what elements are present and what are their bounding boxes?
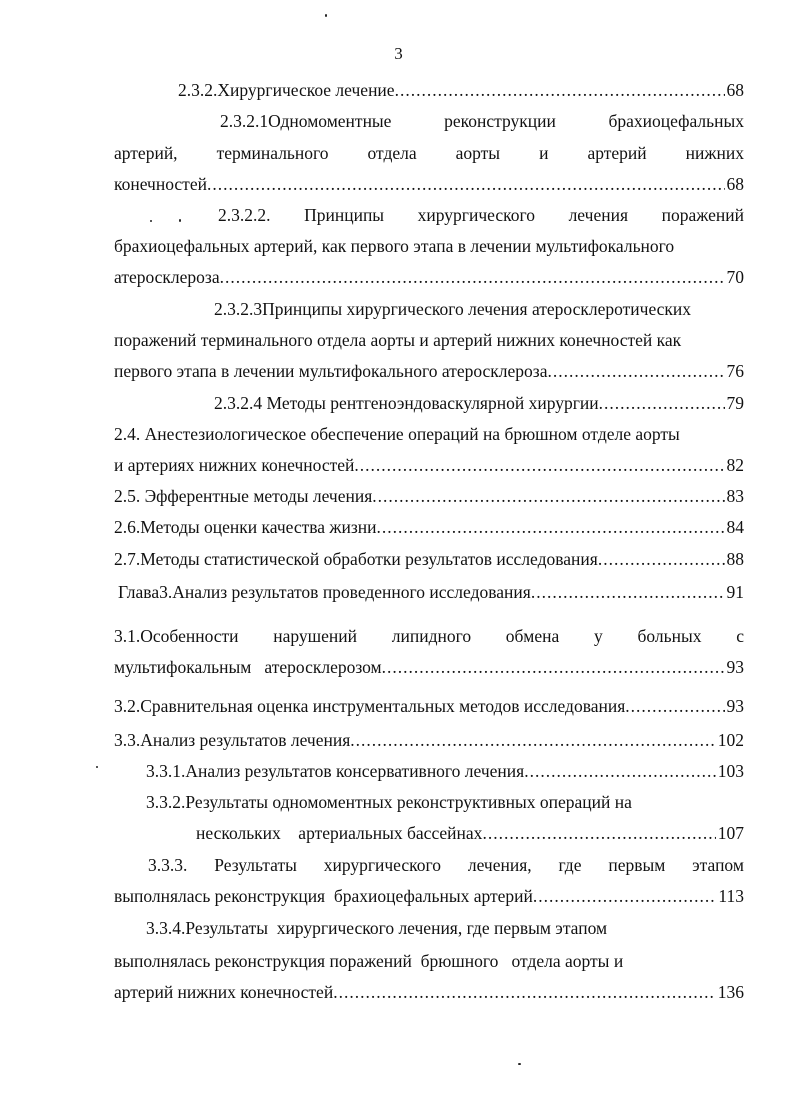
dot-leader [350,728,715,752]
dot-leader [625,694,724,718]
toc-page-number: 93 [726,696,744,716]
toc-entry-label: и артериях нижних конечностей [114,455,355,475]
toc-entry-label: Глава3.Анализ результатов проведенного исследования [118,582,531,602]
scan-speck [179,219,181,222]
dot-leader [482,821,715,845]
toc-page-number: 83 [726,486,744,506]
toc-entry-label: 2.3.2.Хирургическое лечение [178,80,395,100]
toc-entry [146,759,744,783]
toc-page-number: 88 [726,549,744,569]
toc-entry-label: 2.3.2.4 Методы рентгеноэндоваскулярной хирургии [214,393,599,413]
toc-entry [114,884,744,908]
dot-leader [531,580,725,604]
scan-speck [96,766,98,768]
dot-leader [372,484,724,508]
toc-entry-line: поражений терминального отдела аорты и артерий нижних конечностей как [114,330,682,350]
toc-entry-line: 3.1.Особенности нарушений липидного обмена у больных с [114,626,744,646]
toc-entry [214,391,744,415]
toc-entry-label: атеросклероза [114,267,220,287]
toc-entry [114,547,744,571]
toc-entry-label: 3.3.1.Анализ результатов консервативного лечения [146,761,525,781]
toc-entry-line: артерий, терминального отдела аорты и артерий нижних [114,143,744,163]
toc-entry-label: мультифокальным атеросклерозом [114,657,382,677]
toc-page-number: 93 [726,657,744,677]
toc-page-number: 136 [717,982,744,1002]
toc-page-number: 107 [717,823,744,843]
dot-leader [524,759,716,783]
toc-entry-label: 2.6.Методы оценки качества жизни [114,517,377,537]
toc-page-number: 82 [726,455,744,475]
toc-entry-line: 3.3.4.Результаты хирургического лечения, где первым этапом [146,918,608,938]
toc-page-number: 76 [726,361,744,381]
toc-page-number: 103 [717,761,744,781]
toc-entry [114,172,744,196]
dot-leader [220,265,725,289]
toc-entry-line: 3.3.3. Результаты хирургического лечения, где первым этапом [148,855,744,875]
toc-entry-line: брахиоцефальных артерий, как первого этапа в лечении мультифокального [114,236,675,256]
scan-speck [325,14,327,17]
toc-entry [178,78,744,102]
dot-leader [377,515,725,539]
toc-entry-line: 2.3.2.3Принципы хирургического лечения атеросклеротических [214,299,692,319]
dot-leader [599,391,725,415]
scan-speck [150,220,152,222]
toc-entry-line: выполнялась реконструкция поражений брюшного отдела аорты и [114,951,624,971]
toc-entry-line: 2.4. Анестезиологическое обеспечение операций на брюшном отделе аорты [114,424,680,444]
toc-entry [118,580,744,604]
toc-entry [114,694,744,718]
toc-entry [114,453,744,477]
toc-entry-label: конечностей [114,174,207,194]
dot-leader [395,78,725,102]
toc-page-number: 91 [726,582,744,602]
toc-entry-label: первого этапа в лечении мультифокального атеросклероза [114,361,548,381]
toc-entry [114,359,744,383]
dot-leader [207,172,725,196]
toc-entry [114,515,744,539]
toc-entry [114,484,744,508]
toc-entry-label: 3.2.Сравнительная оценка инструментальных методов исследования [114,696,626,716]
toc-entry-label: артерий нижних конечностей [114,982,334,1002]
toc-page-number: 102 [717,730,744,750]
toc-entry [114,655,744,679]
toc-page-number: 113 [718,886,744,906]
scan-speck [518,1063,521,1065]
dot-leader [598,547,725,571]
dot-leader [354,453,724,477]
toc-entry [114,265,744,289]
dot-leader [533,884,717,908]
toc-entry-line: 3.3.2.Результаты одномоментных реконструктивных операций на [146,792,632,812]
toc-entry-label: 3.3.Анализ результатов лечения [114,730,351,750]
toc-entry [114,728,744,752]
toc-page-number: 70 [726,267,744,287]
toc-page-number: 84 [726,517,744,537]
dot-leader [382,655,725,679]
toc-page-number: 68 [726,80,744,100]
dot-leader [333,980,716,1004]
toc-entry-line: 2.3.2.1Одномоментные реконструкции брахиоцефальных [220,111,744,131]
page-number: 3 [394,44,403,63]
toc-entry-label: нескольких артериальных бассейнах [196,823,483,843]
toc-entry-label: 2.7.Методы статистической обработки результатов исследования [114,549,598,569]
toc-entry-line: 2.3.2.2. Принципы хирургического лечения поражений [218,205,744,225]
toc-page-number: 68 [726,174,744,194]
toc-entry-label: выполнялась реконструкция брахиоцефальных артерий [114,886,533,906]
toc-entry [196,821,744,845]
toc-entry [114,980,744,1004]
toc-entry-label: 2.5. Эфферентные методы лечения [114,486,373,506]
toc-page-number: 79 [726,393,744,413]
dot-leader [547,359,724,383]
